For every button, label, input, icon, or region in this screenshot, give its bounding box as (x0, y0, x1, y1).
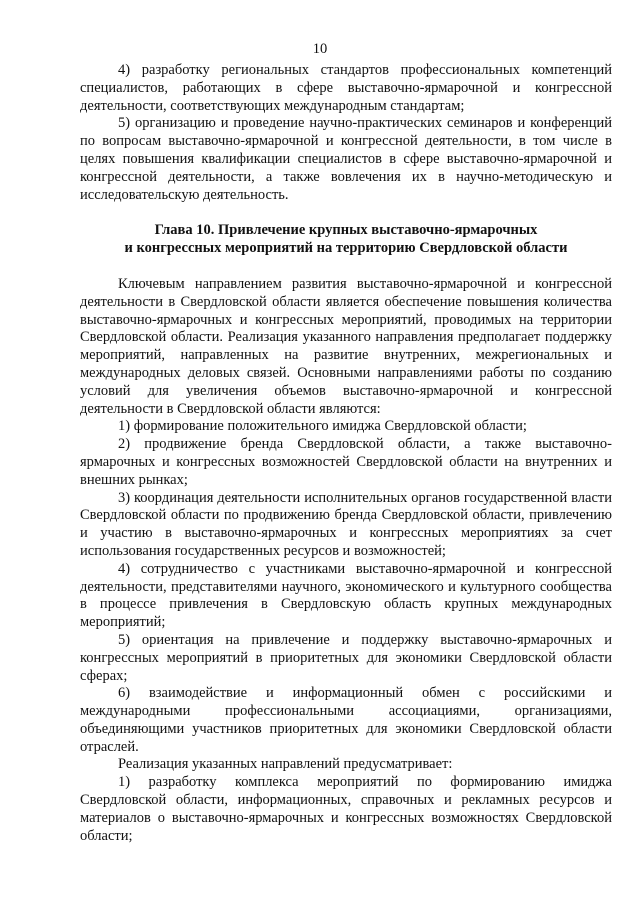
list-item: 5) ориентация на привлечение и поддержку выставочно-ярмарочных и конгрессных мероприятий в приоритетных для экономики Свердловской области сферах; (80, 631, 612, 684)
list-item: 4) разработку региональных стандартов профессиональных компетенций специалистов, работающих в сфере выставочно-ярмарочной и конгрессной деятельности, соответствующих международным стандартам; (80, 62, 612, 114)
list-item: 3) координация деятельности исполнительных органов государственной власти Свердловской области по продвижению бренда Свердловской области, привлечению и участию в выставочно-ярмарочных и конгрессных мероприятиях за счет использования государственных ресурсов и возможностей; (80, 489, 612, 559)
spacer (80, 258, 612, 276)
list-item: 1) разработку комплекса мероприятий по формированию имиджа Свердловской области, информационных, справочных и рекламных ресурсов и материалов о выставочно-ярмарочных и конгрессных возможностях Свердловской области; (80, 774, 612, 844)
list-item: 2) продвижение бренда Свердловской области, а также выставочно-ярмарочных и конгрессных возможностей Свердловской области на внутренних и внешних рынках; (80, 436, 612, 488)
intro-paragraph: Ключевым направлением развития выставочно-ярмарочной и конгрессной деятельности в Свердловской области является обеспечение повышения количества выставочно-ярмарочных и конгрессных мероприятий, проводимых на территории Свердловской области. Реализация указанного направления предполагает поддержку мероприятий, направленных на развитие внутренних, межрегиональных и международных деловых связей. Основными направлениями работы по созданию условий для увеличения объемов выставочно-ярмарочной и конгрессной деятельности в Свердловской области являются: (80, 275, 612, 417)
document-body (80, 62, 612, 845)
list-item: 1) формирование положительного имиджа Свердловской области; (118, 418, 527, 435)
list-item: 4) сотрудничество с участниками выставочно-ярмарочной и конгрессной деятельности, представителями научного, экономического и культурного сообщества в процессе привлечения в Свердловскую область крупных международных мероприятий; (80, 560, 612, 631)
page-number: 10 (312, 41, 328, 57)
list-item: 6) взаимодействие и информационный обмен с российскими и международными профессиональными ассоциациями, организациями, объединяющими участников приоритетных для экономики Свердловской области отраслей. (80, 685, 612, 755)
chapter-title-line: Глава 10. Привлечение крупных выставочно-ярмарочных (154, 222, 538, 239)
chapter-title (80, 222, 612, 258)
spacer (80, 204, 612, 222)
implementation-intro: Реализация указанных направлений предусматривает: (118, 756, 453, 773)
chapter-title-line: и конгрессных мероприятий на территорию Свердловской области (124, 240, 568, 257)
list-item: 5) организацию и проведение научно-практических семинаров и конференций по вопросам выставочно-ярмарочной и конгрессной деятельности, в том числе в целях повышения квалификации специалистов в сфере выставочно-ярмарочной и конгрессной деятельности, а также вовлечения их в научно-методическую и исследовательскую деятельность. (80, 115, 612, 203)
